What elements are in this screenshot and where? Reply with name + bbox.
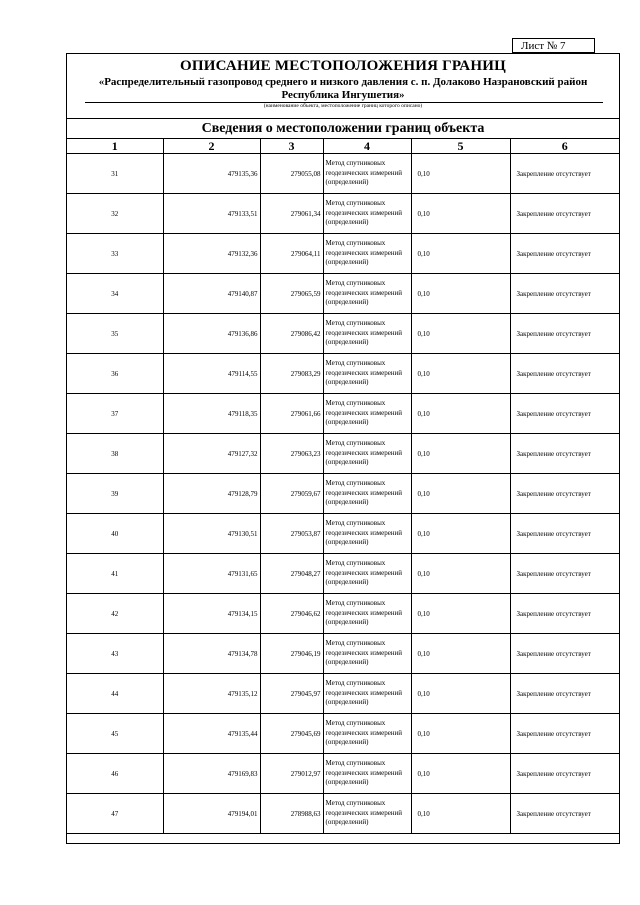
fixation-cell: Закрепление отсутствует bbox=[510, 674, 619, 714]
point-number-cell: 44 bbox=[67, 674, 163, 714]
point-number-cell: 39 bbox=[67, 474, 163, 514]
accuracy-cell: 0,10 bbox=[411, 274, 510, 314]
fixation-cell: Закрепление отсутствует bbox=[510, 474, 619, 514]
method-cell: Метод спутниковых геодезических измерений (определений) bbox=[323, 434, 411, 474]
fixation-cell: Закрепление отсутствует bbox=[510, 314, 619, 354]
x-coordinate-cell: 479135,12 bbox=[163, 674, 260, 714]
accuracy-cell: 0,10 bbox=[411, 514, 510, 554]
x-coordinate-cell: 479114,55 bbox=[163, 354, 260, 394]
x-coordinate-cell: 479140,87 bbox=[163, 274, 260, 314]
method-cell: Метод спутниковых геодезических измерений (определений) bbox=[323, 714, 411, 754]
point-number-cell: 36 bbox=[67, 354, 163, 394]
fixation-cell: Закрепление отсутствует bbox=[510, 354, 619, 394]
table-row bbox=[67, 714, 619, 754]
table-row bbox=[67, 794, 619, 834]
fixation-cell: Закрепление отсутствует bbox=[510, 234, 619, 274]
x-coordinate-cell: 479135,36 bbox=[163, 154, 260, 194]
point-number-cell: 31 bbox=[67, 154, 163, 194]
point-number-cell: 38 bbox=[67, 434, 163, 474]
accuracy-cell: 0,10 bbox=[411, 234, 510, 274]
method-cell: Метод спутниковых геодезических измерений (определений) bbox=[323, 594, 411, 634]
y-coordinate-cell: 279048,27 bbox=[260, 554, 323, 594]
fixation-cell: Закрепление отсутствует bbox=[510, 274, 619, 314]
x-coordinate-cell: 479127,32 bbox=[163, 434, 260, 474]
table-row bbox=[67, 394, 619, 434]
table-header-row bbox=[67, 139, 619, 154]
y-coordinate-cell: 279045,97 bbox=[260, 674, 323, 714]
accuracy-cell: 0,10 bbox=[411, 154, 510, 194]
document-frame bbox=[66, 53, 620, 844]
table-row bbox=[67, 154, 619, 194]
table-row bbox=[67, 194, 619, 234]
table-row bbox=[67, 554, 619, 594]
x-coordinate-cell: 479132,36 bbox=[163, 234, 260, 274]
object-name-caption: (наименование объекта, местоположение границ которого описано) bbox=[263, 103, 423, 109]
x-coordinate-cell: 479194,01 bbox=[163, 794, 260, 834]
point-number-cell: 37 bbox=[67, 394, 163, 434]
document-header bbox=[67, 54, 619, 119]
accuracy-cell: 0,10 bbox=[411, 394, 510, 434]
x-coordinate-cell: 479133,51 bbox=[163, 194, 260, 234]
point-number-cell: 32 bbox=[67, 194, 163, 234]
y-coordinate-cell: 279063,23 bbox=[260, 434, 323, 474]
point-number-cell: 45 bbox=[67, 714, 163, 754]
fixation-cell: Закрепление отсутствует bbox=[510, 634, 619, 674]
x-coordinate-cell: 479135,44 bbox=[163, 714, 260, 754]
y-coordinate-cell: 279061,66 bbox=[260, 394, 323, 434]
accuracy-cell: 0,10 bbox=[411, 194, 510, 234]
y-coordinate-cell: 279059,67 bbox=[260, 474, 323, 514]
point-number-cell: 34 bbox=[67, 274, 163, 314]
method-cell: Метод спутниковых геодезических измерений (определений) bbox=[323, 474, 411, 514]
column-header: 6 bbox=[510, 139, 619, 154]
fixation-cell: Закрепление отсутствует bbox=[510, 154, 619, 194]
method-cell: Метод спутниковых геодезических измерений (определений) bbox=[323, 354, 411, 394]
method-cell: Метод спутниковых геодезических измерений (определений) bbox=[323, 394, 411, 434]
fixation-cell: Закрепление отсутствует bbox=[510, 794, 619, 834]
fixation-cell: Закрепление отсутствует bbox=[510, 714, 619, 754]
point-number-cell: 43 bbox=[67, 634, 163, 674]
accuracy-cell: 0,10 bbox=[411, 354, 510, 394]
y-coordinate-cell: 279053,87 bbox=[260, 514, 323, 554]
y-coordinate-cell: 279055,08 bbox=[260, 154, 323, 194]
y-coordinate-cell: 279046,19 bbox=[260, 634, 323, 674]
method-cell: Метод спутниковых геодезических измерений (определений) bbox=[323, 674, 411, 714]
y-coordinate-cell: 279083,29 bbox=[260, 354, 323, 394]
section-title: Сведения о местоположении границ объекта bbox=[67, 118, 619, 139]
table-row bbox=[67, 474, 619, 514]
method-cell: Метод спутниковых геодезических измерений (определений) bbox=[323, 514, 411, 554]
x-coordinate-cell: 479131,65 bbox=[163, 554, 260, 594]
y-coordinate-cell: 279064,11 bbox=[260, 234, 323, 274]
point-number-cell: 42 bbox=[67, 594, 163, 634]
x-coordinate-cell: 479130,51 bbox=[163, 514, 260, 554]
point-number-cell: 47 bbox=[67, 794, 163, 834]
x-coordinate-cell: 479169,83 bbox=[163, 754, 260, 794]
column-header: 4 bbox=[323, 139, 411, 154]
table-row bbox=[67, 754, 619, 794]
x-coordinate-cell: 479134,78 bbox=[163, 634, 260, 674]
table-row bbox=[67, 634, 619, 674]
accuracy-cell: 0,10 bbox=[411, 634, 510, 674]
document-title: ОПИСАНИЕ МЕСТОПОЛОЖЕНИЯ ГРАНИЦ bbox=[180, 58, 506, 74]
method-cell: Метод спутниковых геодезических измерений (определений) bbox=[323, 554, 411, 594]
table-row bbox=[67, 274, 619, 314]
accuracy-cell: 0,10 bbox=[411, 674, 510, 714]
x-coordinate-cell: 479118,35 bbox=[163, 394, 260, 434]
fixation-cell: Закрепление отсутствует bbox=[510, 754, 619, 794]
table-row bbox=[67, 514, 619, 554]
accuracy-cell: 0,10 bbox=[411, 794, 510, 834]
table-row bbox=[67, 354, 619, 394]
table-row bbox=[67, 674, 619, 714]
y-coordinate-cell: 279086,42 bbox=[260, 314, 323, 354]
y-coordinate-cell: 279061,34 bbox=[260, 194, 323, 234]
method-cell: Метод спутниковых геодезических измерений (определений) bbox=[323, 234, 411, 274]
fixation-cell: Закрепление отсутствует bbox=[510, 394, 619, 434]
point-number-cell: 41 bbox=[67, 554, 163, 594]
fixation-cell: Закрепление отсутствует bbox=[510, 554, 619, 594]
accuracy-cell: 0,10 bbox=[411, 754, 510, 794]
y-coordinate-cell: 279046,62 bbox=[260, 594, 323, 634]
method-cell: Метод спутниковых геодезических измерений (определений) bbox=[323, 794, 411, 834]
boundary-points-table bbox=[67, 139, 619, 834]
accuracy-cell: 0,10 bbox=[411, 714, 510, 754]
point-number-cell: 35 bbox=[67, 314, 163, 354]
column-header: 1 bbox=[67, 139, 163, 154]
method-cell: Метод спутниковых геодезических измерений (определений) bbox=[323, 634, 411, 674]
y-coordinate-cell: 279012,97 bbox=[260, 754, 323, 794]
column-header: 5 bbox=[411, 139, 510, 154]
table-row bbox=[67, 314, 619, 354]
fixation-cell: Закрепление отсутствует bbox=[510, 514, 619, 554]
table-row bbox=[67, 594, 619, 634]
fixation-cell: Закрепление отсутствует bbox=[510, 434, 619, 474]
y-coordinate-cell: 279045,69 bbox=[260, 714, 323, 754]
table-row bbox=[67, 434, 619, 474]
method-cell: Метод спутниковых геодезических измерений (определений) bbox=[323, 314, 411, 354]
method-cell: Метод спутниковых геодезических измерений (определений) bbox=[323, 194, 411, 234]
y-coordinate-cell: 279065,59 bbox=[260, 274, 323, 314]
column-header: 2 bbox=[163, 139, 260, 154]
point-number-cell: 33 bbox=[67, 234, 163, 274]
accuracy-cell: 0,10 bbox=[411, 474, 510, 514]
column-header: 3 bbox=[260, 139, 323, 154]
fixation-cell: Закрепление отсутствует bbox=[510, 194, 619, 234]
accuracy-cell: 0,10 bbox=[411, 434, 510, 474]
accuracy-cell: 0,10 bbox=[411, 554, 510, 594]
table-row bbox=[67, 234, 619, 274]
point-number-cell: 46 bbox=[67, 754, 163, 794]
method-cell: Метод спутниковых геодезических измерений (определений) bbox=[323, 754, 411, 794]
accuracy-cell: 0,10 bbox=[411, 594, 510, 634]
method-cell: Метод спутниковых геодезических измерений (определений) bbox=[323, 154, 411, 194]
object-name: «Распределительный газопровод среднего и низкого давления с. п. Долаково Назрановский район Республика Ингушетия» bbox=[98, 76, 588, 101]
table-body bbox=[67, 154, 619, 834]
x-coordinate-cell: 479134,15 bbox=[163, 594, 260, 634]
y-coordinate-cell: 278988,63 bbox=[260, 794, 323, 834]
accuracy-cell: 0,10 bbox=[411, 314, 510, 354]
sheet-number-label: Лист № 7 bbox=[512, 38, 595, 53]
point-number-cell: 40 bbox=[67, 514, 163, 554]
method-cell: Метод спутниковых геодезических измерений (определений) bbox=[323, 274, 411, 314]
fixation-cell: Закрепление отсутствует bbox=[510, 594, 619, 634]
x-coordinate-cell: 479128,79 bbox=[163, 474, 260, 514]
x-coordinate-cell: 479136,86 bbox=[163, 314, 260, 354]
